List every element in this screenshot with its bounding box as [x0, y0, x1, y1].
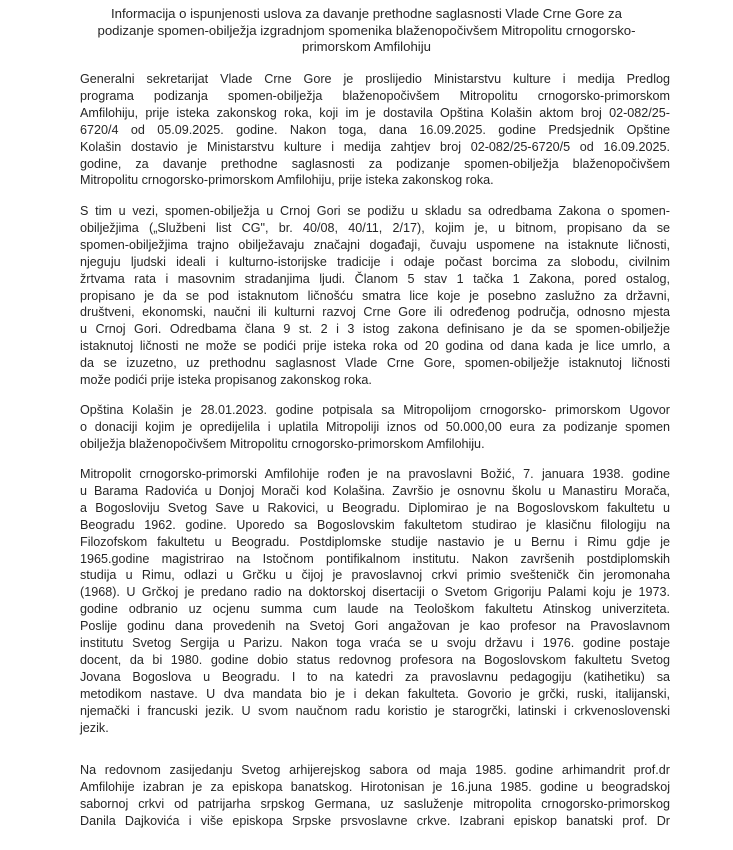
title-line: podizanje spomen-obilježja izgradnjom spomenika blaženopočivšem Mitropolitu crnogorsko- [97, 22, 636, 38]
text-line: jezik. [80, 720, 109, 735]
text-line: metodikom nastave. U dva mandata bio je i dekan fakulteta. Govorio je grčki, ruski, italijanski, [80, 686, 670, 701]
text-line: u Barama Radovića u Donjoj Morači kod Kolašina. Završio je osnovnu školu u Manastiru Morača, [80, 483, 670, 498]
text-line: Jovana Bogoslova u Beogradu. I to na katedri za pravoslavnu pedagogiju (katihetiku) sa [80, 669, 670, 684]
paragraph-5 [80, 762, 670, 830]
text-line: spomen-obilježjima trajno obilježavaju značajni događaji, čuvaju uspomene na istaknute ličnosti, [80, 237, 670, 252]
text-line: sabornoj crkvi od patrijarha srpskog Germana, uz sasluženje mitropolita crnogorsko-primorskog [80, 796, 670, 811]
text-line: obilježjima („Službeni list CG", br. 40/08, 40/11, 2/17), kojim je, u bitnom, propisano da se [80, 220, 670, 235]
text-line: Generalni sekretarijat Vlade Crne Gore je proslijedio Ministarstvu kulture i medija Predlog [80, 72, 670, 86]
text-line: programa podizanja spomen-obilježja blaženopočivšem Mitropolitu crnogorsko-primorskom [80, 88, 670, 103]
paragraph-2 [80, 203, 670, 389]
text-line: društveni, ekonomski, naučni ili kulturni razvoj Crne Gore ili određenog područja, odnosno mjesta [80, 305, 670, 320]
text-line: Amfilohiju, prije isteka zakonskog roka, koji im je dostavila Opština Kolašin aktom broj 02-082/25- [80, 105, 670, 120]
text-line: Kolašin dostavio je Ministarstvu kulture i medija zahtjev broj 02-082/25-6720/5 od 16.09.2025. [80, 139, 670, 154]
text-line: u Crnoj Gori. Odredbama člana 9 st. 2 i 3 istog zakona definisano je da se spomen-obilježje [80, 322, 670, 337]
text-line: Beogradu 1962. godine. Uporedo sa Bogoslovskim fakultetom studirao je klasičnu filologiju na [80, 517, 670, 532]
text-line: da se izuzetno, uz prethodnu saglasnost Vlade Crne Gore, spomen-obilježje istaknutoj ličnosti [80, 356, 670, 371]
paragraph-4 [80, 466, 670, 737]
text-line: Na redovnom zasijedanju Svetog arhijerejskog sabora od maja 1985. godine arhimandrit prof.dr [80, 763, 670, 777]
title-line: Informacija o ispunjenosti uslova za davanje prethodne saglasnosti Vlade Crne Gore za [111, 6, 622, 21]
text-line: Amfilohije izabran je za episkopa banatskog. Hirotonisan je 16.juna 1985. godine u beogradskoj [80, 779, 670, 794]
text-line: njeguju ljudski ideali i kulturno-istorijske tradicije i odaje počast borcima za slobodu, civilnim [80, 254, 670, 269]
paragraph-1 [80, 71, 670, 189]
text-line: a Bogosloviju Svetog Save u Rakovici, u Beogradu. Diplomirao je na Bogoslovskom fakultetu u [80, 500, 670, 515]
title-line: primorskom Amfilohiju [302, 39, 431, 54]
text-line: studija u Rimu, odlazi u Grčku u čijoj je pravoslavnoj crkvi primio svešteničk čin jeromonaha [80, 568, 670, 583]
text-line: obilježja blaženopočivšem Mitropolitu crnogorsko-primorskom Amfilohiju. [80, 436, 485, 451]
text-line: o donaciji kojim je opredijelila i uplatila Mitropoliji iznos od 50.000,00 eura za podizanje spomen [80, 419, 670, 434]
text-line: istaknutoj ličnosti ne može se podići prije isteka roka od 20 godina od dana kada je lice umrlo, a [80, 339, 670, 354]
document-title [40, 6, 693, 56]
text-line: Mitropolitu crnogorsko-primorskom Amfilohiju, prije isteka zakonskog roka. [80, 173, 494, 188]
text-line: Danila Dajkovića i više episkopa Srpske prsvoslavne crkve. Izabrani episkop banatski prof. Dr [80, 813, 670, 828]
text-line: 1965.godine magistrirao na Istočnom pontifikalnom institutu. Nakon završenih postdiplomskih [80, 551, 670, 566]
text-line: godine odbranio uz ocjenu summa cum laude na Teološkom fakultetu Atinskog univerziteta. [80, 602, 670, 617]
text-line: može podići prije isteka propisanog zakonskog roka. [80, 373, 372, 388]
text-line: Opština Kolašin je 28.01.2023. godine potpisala sa Mitropolijom crnogorsko- primorskom Ugovor [80, 403, 670, 417]
text-line: institutu Svetog Sergija u Parizu. Nakon toga vraća se u svoju državu i 1976. godine postaje [80, 636, 670, 651]
text-line: Filozofskom fakultetu u Beogradu. Postdiplomske studije nastavio je u Bernu i Rimu gdje je [80, 534, 670, 549]
text-line: njemački i francuski jezik. U svom naučnom radu koristio je starogrčki, latinski i crkvenoslovenski [80, 703, 670, 718]
text-line: Poslije godinu dana provedenih na Svetoj Gori angažovan je kao profesor na Pravoslavnom [80, 619, 670, 634]
text-line: 6720/4 od 05.09.2025. godine. Nakon toga, dana 16.09.2025. godine Predsjednik Opštine [80, 122, 670, 137]
text-line: godine, za davanje prethodne saglasnosti za podizanje spomen-obilježja blaženopočivšem [80, 156, 670, 171]
text-line: docent, da bi 1980. godine dobio status redovnog profesora na Bogoslovskom fakultetu Svetog [80, 652, 670, 667]
text-line: žrtvama rata i masovnim stradanjima ljudi. Članom 5 stav 1 tačka 1 Zakona, pored ostalog, [80, 271, 670, 286]
paragraph-3 [80, 402, 670, 453]
text-line: propisano je da se pod istaknutom ličnošću smatra lice koje je posebno zaslužno za državni, [80, 288, 670, 303]
text-line: (1968). U Grčkoj je predano radio na doktorskoj disertaciji o Svetom Grigoriju Palami koju je 1973. [80, 585, 670, 600]
text-line: Mitropolit crnogorsko-primorski Amfilohije rođen je na pravoslavni Božić, 7. januara 1938. godine [80, 467, 670, 481]
text-line: S tim u vezi, spomen-obilježja u Crnoj Gori se podižu u skladu sa odredbama Zakona o spomen- [80, 204, 670, 218]
